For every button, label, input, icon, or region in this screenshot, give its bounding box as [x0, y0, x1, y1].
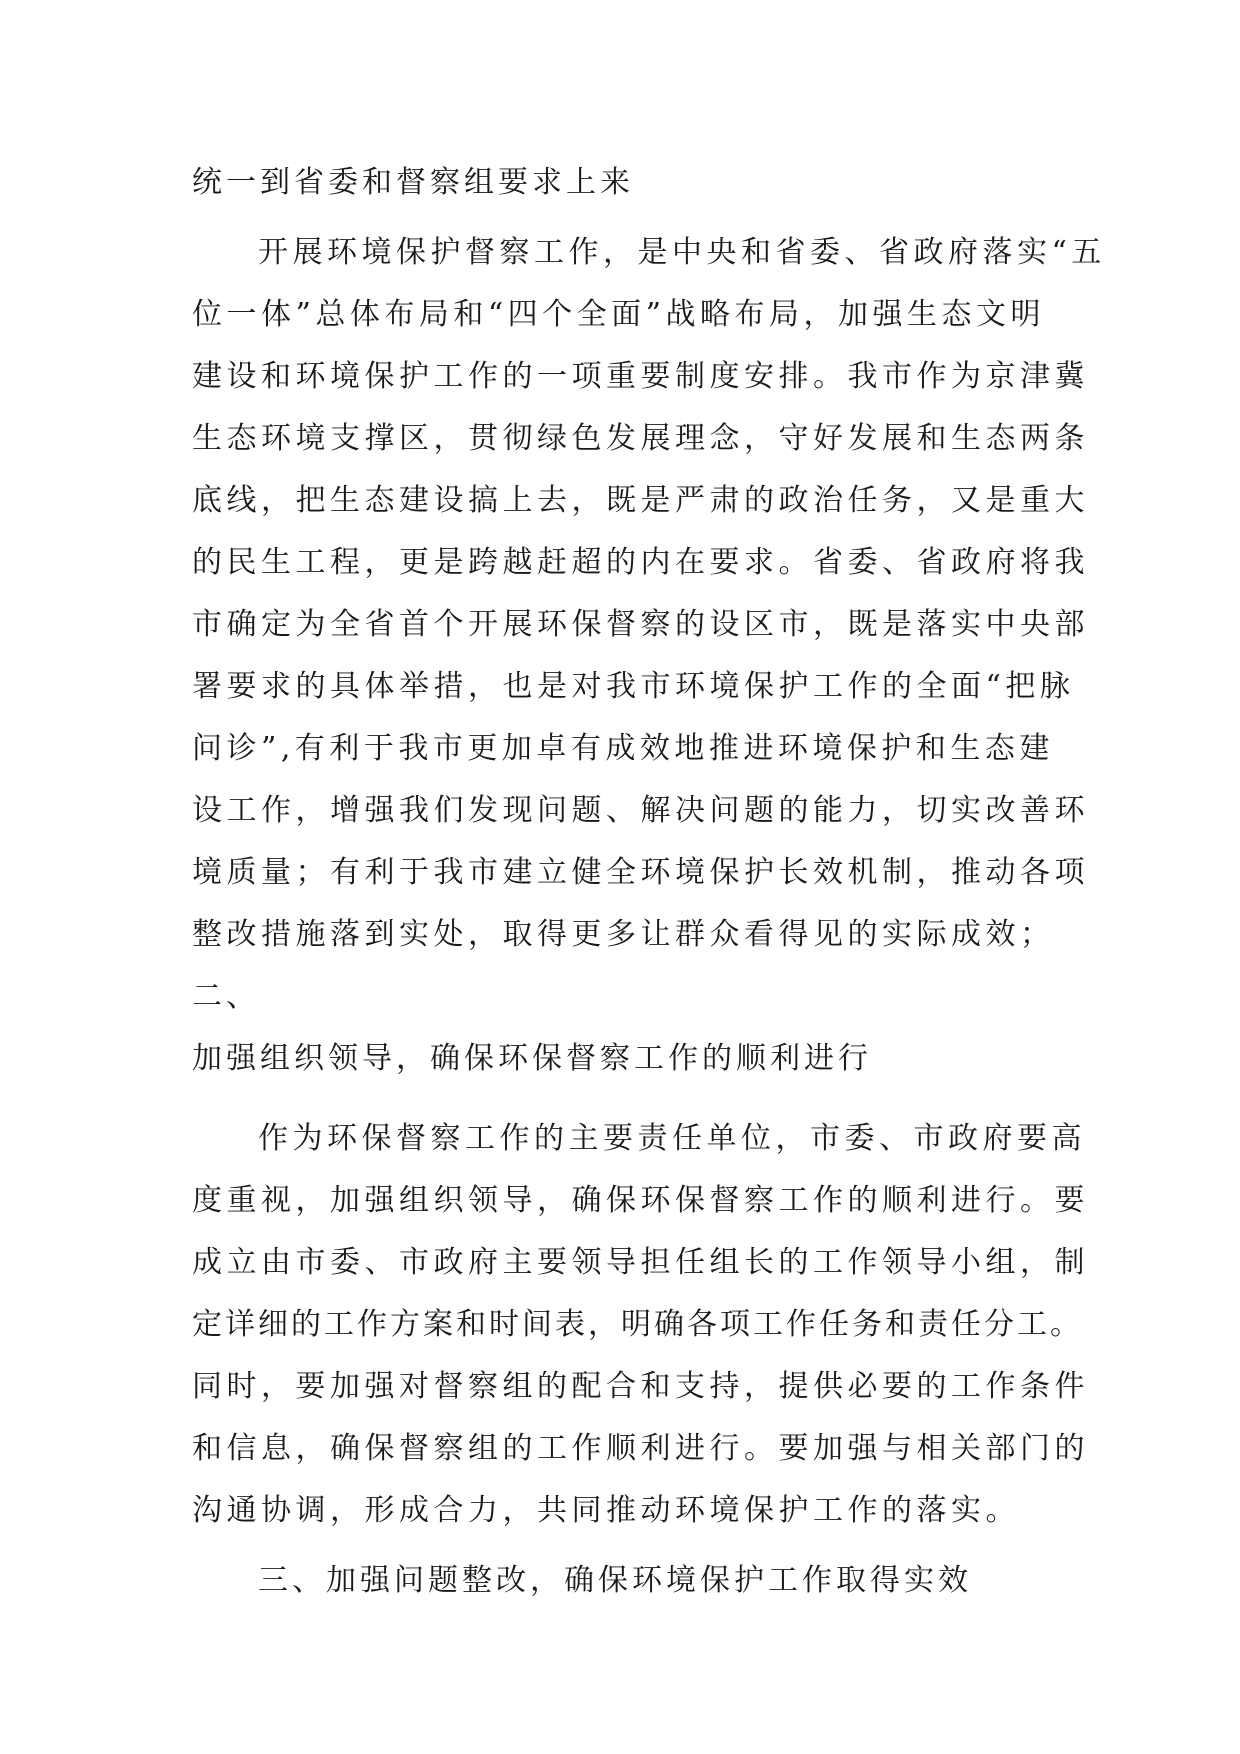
paragraph-line: 定详细的工作方案和时间表，明确各项工作任务和责任分工。	[192, 1307, 1083, 1342]
section-3-heading: 三、加强问题整改，确保环境保护工作取得实效	[258, 1563, 972, 1598]
paragraph-line: 署要求的具体举措，也是对我市环境保护工作的全面“把脉	[192, 669, 1075, 704]
paragraph-line: 同时，要加强对督察组的配合和支持，提供必要的工作条件	[192, 1369, 1089, 1404]
document-body	[192, 152, 1106, 1612]
paragraph-line: 和信息，确保督察组的工作顺利进行。要加强与相关部门的	[192, 1431, 1089, 1466]
paragraph-line: 沟通协调，形成合力，共同推动环境保护工作的落实。	[192, 1493, 1020, 1528]
paragraph-line: 建设和环境保护工作的一项重要制度安排。我市作为京津冀	[192, 359, 1089, 394]
paragraph-line: 底线，把生态建设搞上去，既是严肃的政治任务，又是重大	[192, 483, 1089, 518]
section-2-number: 二、	[192, 979, 260, 1014]
paragraph-line: 问诊”,有利于我市更加卓有成效地推进环境保护和生态建	[192, 731, 1054, 766]
paragraph-2	[192, 1108, 1089, 1542]
paragraph-line: 位一体”总体布局和“四个全面”战略布局，加强生态文明	[192, 297, 1046, 332]
paragraph-1	[192, 222, 1106, 966]
paragraph-line: 的民生工程，更是跨越赶超的内在要求。省委、省政府将我	[192, 545, 1089, 580]
paragraph-line: 作为环保督察工作的主要责任单位，市委、市政府要高	[258, 1121, 1086, 1156]
paragraph-line: 度重视，加强组织领导，确保环保督察工作的顺利进行。要	[192, 1183, 1089, 1218]
heading-continuation: 统一到省委和督察组要求上来	[192, 165, 634, 200]
paragraph-line: 整改措施落到实处，取得更多让群众看得见的实际成效；	[192, 917, 1055, 952]
paragraph-line: 生态环境支撑区，贯彻绿色发展理念，守好发展和生态两条	[192, 421, 1089, 456]
paragraph-line: 设工作，增强我们发现问题、解决问题的能力，切实改善环	[192, 793, 1089, 828]
paragraph-line: 市确定为全省首个开展环保督察的设区市，既是落实中央部	[192, 607, 1089, 642]
paragraph-line: 成立由市委、市政府主要领导担任组长的工作领导小组，制	[192, 1245, 1089, 1280]
section-2-title: 加强组织领导，确保环保督察工作的顺利进行	[192, 1041, 872, 1076]
paragraph-line: 开展环境保护督察工作，是中央和省委、省政府落实“五	[258, 235, 1106, 270]
paragraph-line: 境质量；有利于我市建立健全环境保护长效机制，推动各项	[192, 855, 1089, 890]
